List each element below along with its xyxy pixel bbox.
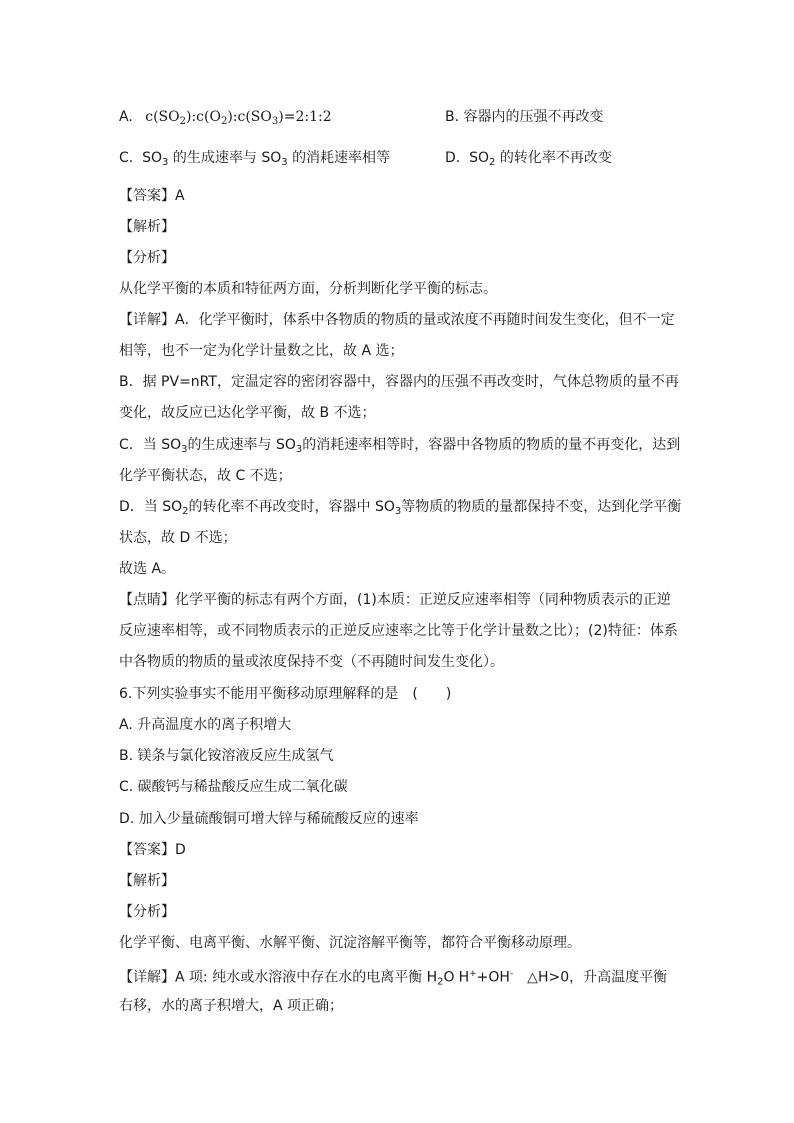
q5-tip-line: 中各物质的物质的量或浓度保持不变（不再随时间发生变化）。 bbox=[119, 654, 504, 670]
q5-detail-line: B．据 PV=nRT，定温定容的密闭容器中，容器内的压强不再改变时，气体总物质的量不再 bbox=[119, 374, 679, 390]
q6-detail-line: 【详解】A 项: 纯水或水溶液中存在水的电离平衡 $H_2O$ H++OH- △H>0，升高温度平衡 bbox=[119, 969, 668, 988]
q5-detail-line: 相等，也不一定为化学计量数之比，故 A 选； bbox=[119, 343, 404, 359]
q6-fenxi-heading: 【分析】 bbox=[119, 904, 175, 920]
q6-option-a: A. 升高温度水的离子积增大 bbox=[119, 717, 292, 733]
option-d: D. $SO_2$ 的转化率不再改变 bbox=[445, 150, 612, 168]
q5-tip-line: 【点睛】化学平衡的标志有两个方面，(1)本质：正逆反应速率相等（同种物质表示的正逆 bbox=[119, 592, 671, 608]
q5-fenxi-heading: 【分析】 bbox=[119, 250, 175, 266]
option-row-a-b bbox=[119, 108, 679, 131]
q5-answer: 【答案】A bbox=[119, 188, 185, 204]
q6-detail-line: 右移，水的离子积增大，A 项正确； bbox=[119, 998, 344, 1014]
q5-tip-line: 反应速率相等，或不同物质表示的正逆反应速率之比等于化学计量数之比）；(2)特征：体系 bbox=[119, 623, 678, 639]
q6-stem: 6.下列实验事实不能用平衡移动原理解释的是 ( ) bbox=[119, 686, 452, 702]
q5-conclusion: 故选 A。 bbox=[119, 561, 176, 577]
q5-detail-line: 变化，故反应已达化学平衡，故 B 不选； bbox=[119, 405, 376, 421]
q5-detail-line: D．当 $SO_2$的转化率不再改变时，容器中 $SO_3$等物质的物质的量都保持不变，达到化学平衡 bbox=[119, 499, 682, 517]
q5-detail-line: C．当 $SO_3$的生成速率与 $SO_3$的消耗速率相等时，容器中各物质的物质的量不再变化，达到 bbox=[119, 437, 681, 455]
q5-jiexi-heading: 【解析】 bbox=[119, 219, 175, 235]
q5-fenxi-text: 从化学平衡的本质和特征两方面，分析判断化学平衡的标志。 bbox=[119, 281, 497, 297]
q6-answer: 【答案】D bbox=[119, 842, 186, 858]
q5-detail-line: 【详解】A．化学平衡时，体系中各物质的物质的量或浓度不再随时间发生变化，但不一定 bbox=[119, 312, 675, 328]
option-row-c-d bbox=[119, 149, 679, 172]
q6-option-c: C. 碳酸钙与稀盐酸反应生成二氧化碳 bbox=[119, 779, 348, 795]
option-a-formula: $c(SO_2):c(O_2):c(SO_3)=2:1:2$ bbox=[145, 109, 332, 127]
q5-detail-line: 化学平衡状态，故 C 不选； bbox=[119, 468, 292, 484]
q6-fenxi-text: 化学平衡、电离平衡、水解平衡、沉淀溶解平衡等，都符合平衡移动原理。 bbox=[119, 935, 581, 951]
q5-detail-line: 状态，故 D 不选； bbox=[119, 530, 237, 546]
q6-option-d: D. 加入少量硫酸铜可增大锌与稀硫酸反应的速率 bbox=[119, 811, 419, 827]
option-a-label: A. bbox=[119, 109, 133, 125]
q6-option-b: B. 镁条与氯化铵溶液反应生成氢气 bbox=[119, 748, 334, 764]
option-b: B. 容器内的压强不再改变 bbox=[445, 109, 604, 125]
q6-jiexi-heading: 【解析】 bbox=[119, 873, 175, 889]
option-c: C. $SO_3$ 的生成速率与 $SO_3$ 的消耗速率相等 bbox=[119, 150, 391, 168]
